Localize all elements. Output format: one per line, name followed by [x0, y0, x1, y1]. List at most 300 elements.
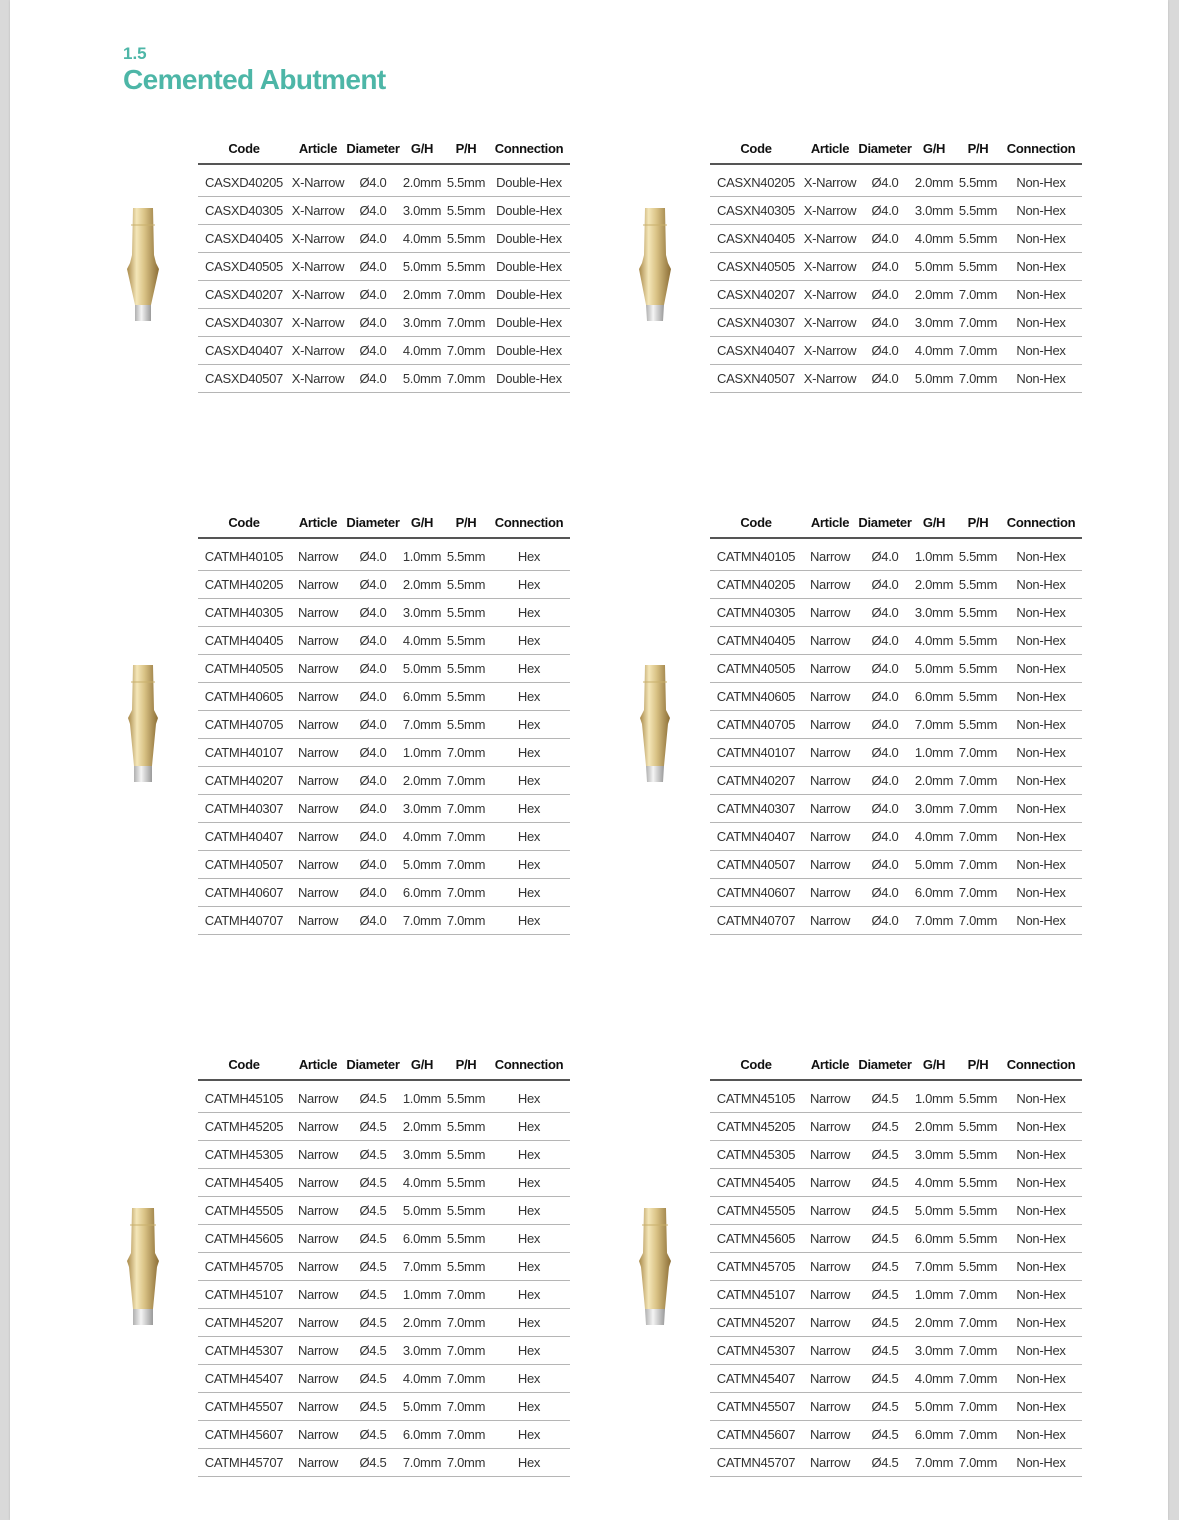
table-row	[198, 823, 570, 851]
table-cell: 5.5mm	[956, 1197, 1000, 1225]
table-row	[710, 571, 1082, 599]
table-cell: CATMH45207	[198, 1309, 290, 1337]
table-cell: 7.0mm	[444, 1449, 488, 1477]
table-cell: 5.0mm	[400, 851, 444, 879]
table-cell: Non-Hex	[1000, 197, 1082, 225]
table-cell: 1.0mm	[400, 1281, 444, 1309]
table-cell: Ø4.5	[858, 1141, 912, 1169]
table-cell: Ø4.5	[346, 1253, 400, 1281]
table-cell: 2.0mm	[912, 1309, 956, 1337]
table-cell: 3.0mm	[400, 309, 444, 337]
table-row	[710, 1141, 1082, 1169]
table-cell: 7.0mm	[444, 1393, 488, 1421]
table-cell: Narrow	[802, 1337, 858, 1365]
table-cell: Narrow	[290, 739, 346, 767]
table-cell: Narrow	[290, 1141, 346, 1169]
table-cell: Narrow	[802, 907, 858, 935]
table-cell: Non-Hex	[1000, 1197, 1082, 1225]
table-cell: Narrow	[802, 655, 858, 683]
table-cell: 7.0mm	[444, 823, 488, 851]
table-cell: Ø4.0	[346, 711, 400, 739]
column-header: Article	[290, 133, 346, 164]
table-cell: 7.0mm	[400, 907, 444, 935]
table-cell: Hex	[488, 571, 570, 599]
table-cell: Non-Hex	[1000, 543, 1082, 571]
table-cell: Ø4.0	[346, 655, 400, 683]
table-cell: CATMN40707	[710, 907, 802, 935]
table-cell: X-Narrow	[802, 337, 858, 365]
table-cell: Non-Hex	[1000, 1365, 1082, 1393]
table-cell: CATMH40505	[198, 655, 290, 683]
table-cell: Hex	[488, 1141, 570, 1169]
table-row	[710, 309, 1082, 337]
column-header: Article	[802, 133, 858, 164]
table-cell: 6.0mm	[400, 1225, 444, 1253]
table-cell: Ø4.0	[346, 197, 400, 225]
table-cell: Narrow	[290, 907, 346, 935]
table-cell: 5.5mm	[444, 253, 488, 281]
table-row	[710, 365, 1082, 393]
table-cell: Non-Hex	[1000, 1113, 1082, 1141]
table-row	[198, 309, 570, 337]
table-cell: Narrow	[802, 1225, 858, 1253]
table-cell: X-Narrow	[802, 225, 858, 253]
table-cell: Hex	[488, 599, 570, 627]
table-cell: CATMH45407	[198, 1365, 290, 1393]
table-cell: 1.0mm	[912, 543, 956, 571]
table-cell: Hex	[488, 1113, 570, 1141]
table-cell: Non-Hex	[1000, 795, 1082, 823]
table-row	[198, 767, 570, 795]
table-row	[198, 1365, 570, 1393]
table-cell: Ø4.0	[346, 571, 400, 599]
table-cell: 4.0mm	[400, 1365, 444, 1393]
table-cell: 7.0mm	[956, 1309, 1000, 1337]
table-cell: CATMH45507	[198, 1393, 290, 1421]
table-cell: Ø4.5	[346, 1281, 400, 1309]
table-cell: 5.0mm	[912, 365, 956, 393]
table-row	[710, 253, 1082, 281]
table-cell: 4.0mm	[400, 337, 444, 365]
table-cell: 7.0mm	[444, 365, 488, 393]
table-cell: 5.5mm	[444, 543, 488, 571]
table-cell: Ø4.0	[346, 879, 400, 907]
table-header-row	[710, 507, 1082, 538]
spec-table-xnarrow-non-hex	[710, 133, 1082, 393]
table-cell: CASXD40405	[198, 225, 290, 253]
table-cell: CATMN40705	[710, 711, 802, 739]
table-cell: Double-Hex	[488, 253, 570, 281]
table-row	[198, 225, 570, 253]
table-row	[198, 627, 570, 655]
table-row	[198, 1393, 570, 1421]
table-cell: Ø4.0	[858, 627, 912, 655]
table-cell: Narrow	[290, 599, 346, 627]
table-cell: X-Narrow	[290, 225, 346, 253]
table-row	[710, 907, 1082, 935]
table-cell: CATMN45707	[710, 1449, 802, 1477]
table-row	[710, 683, 1082, 711]
table-cell: Double-Hex	[488, 281, 570, 309]
table-cell: 7.0mm	[912, 1449, 956, 1477]
table-cell: Hex	[488, 1225, 570, 1253]
table-cell: 5.5mm	[956, 197, 1000, 225]
table-cell: Ø4.0	[346, 337, 400, 365]
table-cell: Narrow	[802, 1281, 858, 1309]
table-cell: Narrow	[290, 683, 346, 711]
table-cell: 7.0mm	[956, 823, 1000, 851]
column-header: Code	[198, 507, 290, 538]
table-cell: Non-Hex	[1000, 309, 1082, 337]
table-cell: 5.5mm	[444, 571, 488, 599]
table-cell: Non-Hex	[1000, 1141, 1082, 1169]
table-cell: Non-Hex	[1000, 683, 1082, 711]
table-cell: 5.5mm	[444, 683, 488, 711]
table-cell: Ø4.5	[858, 1281, 912, 1309]
table-cell: Narrow	[802, 543, 858, 571]
table-cell: Ø4.5	[346, 1365, 400, 1393]
table-cell: Narrow	[802, 767, 858, 795]
table-cell: Hex	[488, 851, 570, 879]
table-row	[710, 627, 1082, 655]
table-cell: X-Narrow	[802, 253, 858, 281]
table-cell: CATMH45105	[198, 1085, 290, 1113]
section-title: Cemented Abutment	[123, 64, 386, 95]
table-cell: CATMH40407	[198, 823, 290, 851]
table-cell: X-Narrow	[290, 281, 346, 309]
table-cell: Narrow	[290, 1169, 346, 1197]
abutment-image-xnarrow-double-hex	[123, 205, 163, 325]
table-cell: 7.0mm	[444, 1337, 488, 1365]
table-cell: Hex	[488, 1337, 570, 1365]
table-cell: CATMH45307	[198, 1337, 290, 1365]
table-cell: Ø4.0	[858, 795, 912, 823]
table-cell: 7.0mm	[956, 1337, 1000, 1365]
table-cell: Double-Hex	[488, 337, 570, 365]
table-cell: CASXN40407	[710, 337, 802, 365]
table-row	[198, 337, 570, 365]
abutment-image-narrow-hex-45	[123, 1205, 163, 1327]
table-cell: 3.0mm	[400, 795, 444, 823]
column-header: Code	[710, 1049, 802, 1080]
table-cell: 7.0mm	[444, 879, 488, 907]
table-cell: 3.0mm	[912, 795, 956, 823]
table-cell: CATMH45305	[198, 1141, 290, 1169]
table-row	[198, 879, 570, 907]
column-header: Diameter	[858, 133, 912, 164]
column-header: Connection	[1000, 507, 1082, 538]
table-cell: 5.0mm	[912, 1393, 956, 1421]
table-cell: CATMN40405	[710, 627, 802, 655]
column-header: Code	[198, 133, 290, 164]
spec-table-narrow-non-hex-45	[710, 1049, 1082, 1477]
table-cell: Narrow	[290, 1337, 346, 1365]
table-cell: CATMH45205	[198, 1113, 290, 1141]
column-header: Connection	[488, 1049, 570, 1080]
table-cell: CATMN40205	[710, 571, 802, 599]
table-cell: 5.5mm	[444, 225, 488, 253]
table-cell: 4.0mm	[912, 1169, 956, 1197]
table-cell: X-Narrow	[802, 197, 858, 225]
table-cell: Hex	[488, 1309, 570, 1337]
table-header-row	[198, 507, 570, 538]
table-cell: Ø4.5	[858, 1085, 912, 1113]
table-cell: Hex	[488, 627, 570, 655]
table-cell: 5.5mm	[956, 655, 1000, 683]
table-row	[710, 1169, 1082, 1197]
table-cell: Ø4.5	[346, 1141, 400, 1169]
table-cell: Hex	[488, 683, 570, 711]
table-cell: 3.0mm	[400, 1337, 444, 1365]
table-cell: Narrow	[290, 1309, 346, 1337]
table-cell: Narrow	[802, 571, 858, 599]
table-cell: Ø4.5	[346, 1449, 400, 1477]
table-cell: Ø4.0	[858, 197, 912, 225]
table-cell: CATMN45605	[710, 1225, 802, 1253]
table-cell: Non-Hex	[1000, 823, 1082, 851]
table-cell: CATMH40205	[198, 571, 290, 599]
column-header: Diameter	[346, 133, 400, 164]
table-cell: 7.0mm	[956, 795, 1000, 823]
table-cell: Ø4.5	[346, 1197, 400, 1225]
table-row	[198, 1113, 570, 1141]
table-cell: Hex	[488, 1393, 570, 1421]
table-cell: 5.5mm	[444, 1169, 488, 1197]
table-cell: CATMH40307	[198, 795, 290, 823]
table-row	[198, 1169, 570, 1197]
table-cell: Narrow	[802, 711, 858, 739]
table-row	[198, 543, 570, 571]
table-cell: 7.0mm	[444, 1421, 488, 1449]
table-cell: CATMH45605	[198, 1225, 290, 1253]
table-cell: Narrow	[290, 1449, 346, 1477]
column-header: G/H	[912, 507, 956, 538]
table-cell: 1.0mm	[400, 543, 444, 571]
table-cell: 5.5mm	[444, 1253, 488, 1281]
table-cell: Narrow	[802, 1197, 858, 1225]
table-cell: X-Narrow	[290, 309, 346, 337]
table-cell: 5.5mm	[444, 197, 488, 225]
spec-table-narrow-hex-40	[198, 507, 570, 935]
table-cell: 4.0mm	[400, 823, 444, 851]
table-cell: Narrow	[802, 1085, 858, 1113]
table-row	[198, 907, 570, 935]
table-cell: 5.5mm	[444, 627, 488, 655]
table-cell: Narrow	[802, 1449, 858, 1477]
table-cell: CATMH40705	[198, 711, 290, 739]
table-cell: Narrow	[802, 1169, 858, 1197]
table-cell: Ø4.0	[346, 823, 400, 851]
table-cell: Ø4.5	[858, 1113, 912, 1141]
table-cell: Hex	[488, 1449, 570, 1477]
table-cell: Ø4.5	[858, 1449, 912, 1477]
table-cell: 7.0mm	[956, 1281, 1000, 1309]
table-cell: Ø4.5	[858, 1169, 912, 1197]
column-header: P/H	[956, 507, 1000, 538]
table-cell: 5.5mm	[956, 571, 1000, 599]
table-row	[710, 879, 1082, 907]
table-cell: Non-Hex	[1000, 365, 1082, 393]
table-row	[198, 1421, 570, 1449]
table-cell: Narrow	[802, 851, 858, 879]
table-cell: 5.5mm	[444, 711, 488, 739]
table-cell: 4.0mm	[400, 1169, 444, 1197]
table-row	[710, 1281, 1082, 1309]
table-cell: Narrow	[802, 739, 858, 767]
table-cell: 2.0mm	[400, 1113, 444, 1141]
table-cell: CATMN40505	[710, 655, 802, 683]
table-cell: 7.0mm	[444, 739, 488, 767]
table-row	[710, 1449, 1082, 1477]
table-cell: X-Narrow	[802, 365, 858, 393]
table-cell: X-Narrow	[802, 169, 858, 197]
table-row	[198, 1225, 570, 1253]
table-cell: Non-Hex	[1000, 1449, 1082, 1477]
table-cell: Ø4.5	[346, 1393, 400, 1421]
table-cell: X-Narrow	[290, 253, 346, 281]
column-header: G/H	[912, 133, 956, 164]
table-cell: Non-Hex	[1000, 1169, 1082, 1197]
table-cell: Narrow	[802, 1141, 858, 1169]
table-cell: Non-Hex	[1000, 879, 1082, 907]
table-row	[198, 711, 570, 739]
table-cell: 7.0mm	[912, 711, 956, 739]
table-cell: Hex	[488, 879, 570, 907]
table-cell: Ø4.0	[346, 253, 400, 281]
table-cell: 7.0mm	[444, 907, 488, 935]
table-cell: Non-Hex	[1000, 1225, 1082, 1253]
table-cell: CATMN45107	[710, 1281, 802, 1309]
table-cell: Hex	[488, 1365, 570, 1393]
table-cell: 6.0mm	[400, 1421, 444, 1449]
table-cell: X-Narrow	[290, 169, 346, 197]
table-cell: CATMN40207	[710, 767, 802, 795]
table-cell: CATMH40607	[198, 879, 290, 907]
table-row	[198, 1197, 570, 1225]
table-row	[710, 1225, 1082, 1253]
table-cell: Non-Hex	[1000, 739, 1082, 767]
table-row	[710, 739, 1082, 767]
column-header: P/H	[444, 507, 488, 538]
table-cell: 3.0mm	[400, 1141, 444, 1169]
table-cell: 7.0mm	[956, 879, 1000, 907]
table-cell: Ø4.0	[858, 365, 912, 393]
table-cell: Narrow	[802, 1253, 858, 1281]
table-cell: CASXD40407	[198, 337, 290, 365]
table-cell: 2.0mm	[912, 767, 956, 795]
table-cell: Ø4.5	[858, 1253, 912, 1281]
table-cell: 4.0mm	[912, 1365, 956, 1393]
table-cell: 1.0mm	[912, 1281, 956, 1309]
table-cell: 1.0mm	[400, 739, 444, 767]
column-header: P/H	[956, 133, 1000, 164]
table-cell: Narrow	[290, 1365, 346, 1393]
table-cell: Ø4.5	[346, 1169, 400, 1197]
table-cell: Double-Hex	[488, 225, 570, 253]
table-cell: 5.5mm	[956, 1113, 1000, 1141]
table-cell: Ø4.0	[858, 543, 912, 571]
table-row	[198, 281, 570, 309]
table-cell: 2.0mm	[912, 1113, 956, 1141]
table-cell: 7.0mm	[444, 1365, 488, 1393]
table-cell: CATMH45707	[198, 1449, 290, 1477]
catalog-page	[10, 0, 1168, 1520]
table-cell: Narrow	[290, 1197, 346, 1225]
table-row	[198, 851, 570, 879]
spec-table-xnarrow-double-hex	[198, 133, 570, 393]
table-row	[710, 225, 1082, 253]
table-cell: 7.0mm	[956, 1421, 1000, 1449]
table-cell: 7.0mm	[400, 1253, 444, 1281]
table-cell: 5.5mm	[956, 1169, 1000, 1197]
table-cell: Non-Hex	[1000, 767, 1082, 795]
table-cell: Ø4.0	[858, 253, 912, 281]
table-cell: 1.0mm	[912, 739, 956, 767]
table-cell: CATMN40307	[710, 795, 802, 823]
table-cell: 5.0mm	[400, 253, 444, 281]
table-cell: Ø4.0	[346, 851, 400, 879]
table-cell: 5.5mm	[956, 543, 1000, 571]
table-cell: 5.5mm	[956, 253, 1000, 281]
table-cell: 6.0mm	[912, 879, 956, 907]
table-cell: Narrow	[802, 627, 858, 655]
table-cell: CATMN45407	[710, 1365, 802, 1393]
table-cell: Narrow	[802, 795, 858, 823]
table-cell: Narrow	[290, 1281, 346, 1309]
table-cell: Non-Hex	[1000, 711, 1082, 739]
table-cell: Narrow	[290, 543, 346, 571]
table-cell: CATMH40405	[198, 627, 290, 655]
table-cell: Non-Hex	[1000, 1309, 1082, 1337]
table-cell: Non-Hex	[1000, 1281, 1082, 1309]
table-cell: 6.0mm	[912, 1225, 956, 1253]
table-row	[198, 1085, 570, 1113]
table-cell: 7.0mm	[912, 1253, 956, 1281]
table-cell: 3.0mm	[912, 1141, 956, 1169]
table-cell: Narrow	[802, 1365, 858, 1393]
table-row	[710, 1337, 1082, 1365]
table-cell: CATMN40607	[710, 879, 802, 907]
table-header-row	[710, 133, 1082, 164]
column-header: G/H	[400, 133, 444, 164]
table-cell: Non-Hex	[1000, 571, 1082, 599]
table-cell: 2.0mm	[912, 169, 956, 197]
table-cell: Non-Hex	[1000, 907, 1082, 935]
table-cell: 4.0mm	[400, 627, 444, 655]
table-cell: Non-Hex	[1000, 655, 1082, 683]
table-cell: CATMH40605	[198, 683, 290, 711]
table-cell: Ø4.0	[346, 543, 400, 571]
table-cell: 5.0mm	[912, 253, 956, 281]
table-cell: 6.0mm	[400, 683, 444, 711]
table-cell: Narrow	[290, 711, 346, 739]
table-cell: Ø4.5	[858, 1309, 912, 1337]
table-cell: CASXD40505	[198, 253, 290, 281]
column-header: Diameter	[858, 1049, 912, 1080]
table-cell: 4.0mm	[912, 225, 956, 253]
table-cell: Ø4.0	[346, 599, 400, 627]
table-cell: Double-Hex	[488, 197, 570, 225]
column-header: Code	[198, 1049, 290, 1080]
table-cell: CATMH40305	[198, 599, 290, 627]
table-cell: Narrow	[290, 1085, 346, 1113]
column-header: Article	[802, 1049, 858, 1080]
table-cell: Narrow	[290, 1393, 346, 1421]
table-cell: 5.5mm	[444, 1225, 488, 1253]
table-cell: CATMN45505	[710, 1197, 802, 1225]
table-cell: Ø4.0	[858, 655, 912, 683]
table-cell: Ø4.5	[858, 1197, 912, 1225]
